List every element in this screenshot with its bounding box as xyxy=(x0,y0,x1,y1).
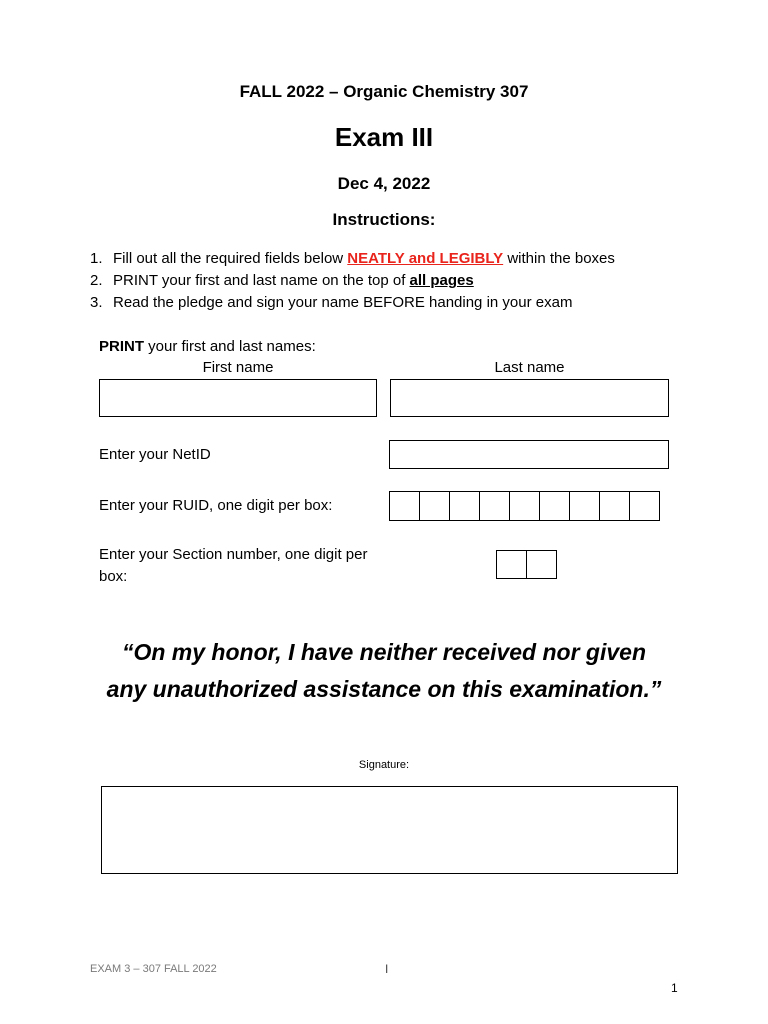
signature-field[interactable] xyxy=(101,786,678,874)
ruid-digit-box[interactable] xyxy=(479,491,510,521)
instruction-emphasis: all pages xyxy=(409,272,474,289)
instruction-text: Read the pledge and sign your name BEFORE handing in your exam xyxy=(113,294,573,311)
ruid-digit-box[interactable] xyxy=(539,491,570,521)
instruction-number: 3. xyxy=(90,294,103,311)
ruid-digit-box[interactable] xyxy=(419,491,450,521)
print-bold: PRINT xyxy=(99,338,144,355)
page-number: 1 xyxy=(671,981,678,995)
section-label: Enter your Section number, one digit per box: xyxy=(99,546,368,585)
instruction-item xyxy=(90,248,710,270)
footer-text: EXAM 3 – 307 FALL 2022 xyxy=(90,963,217,975)
first-name-field[interactable] xyxy=(99,379,377,417)
text-cursor-icon: I xyxy=(385,962,389,976)
exam-title: Exam III xyxy=(334,122,434,152)
last-name-field[interactable] xyxy=(390,379,669,417)
netid-field[interactable] xyxy=(389,440,669,469)
ruid-digit-box[interactable] xyxy=(509,491,540,521)
ruid-digit-box[interactable] xyxy=(449,491,480,521)
section-digit-box[interactable] xyxy=(526,550,557,579)
ruid-digit-box[interactable] xyxy=(389,491,420,521)
instruction-item xyxy=(90,270,710,292)
honor-pledge-line: “On my honor, I have neither received nor given xyxy=(121,639,647,665)
honor-pledge xyxy=(0,634,768,708)
instruction-text-end: within the boxes xyxy=(503,250,615,267)
ruid-digit-box[interactable] xyxy=(629,491,660,521)
instruction-text: Fill out all the required fields below xyxy=(113,250,348,267)
ruid-digit-box[interactable] xyxy=(599,491,630,521)
exam-date: Dec 4, 2022 xyxy=(337,174,431,193)
section-digit-boxes xyxy=(496,550,557,579)
first-name-label: First name xyxy=(202,359,274,376)
instruction-number: 2. xyxy=(90,272,103,289)
section-digit-box[interactable] xyxy=(496,550,527,579)
instructions-heading: Instructions: xyxy=(332,210,436,229)
ruid-digit-boxes xyxy=(389,491,660,521)
last-name-label: Last name xyxy=(494,359,565,376)
signature-label: Signature: xyxy=(358,759,410,771)
course-title: FALL 2022 – Organic Chemistry 307 xyxy=(239,82,529,101)
print-rest: your first and last names: xyxy=(144,338,316,355)
instruction-item xyxy=(90,292,710,314)
instructions-list xyxy=(90,248,710,314)
honor-pledge-line: any unauthorized assistance on this examination.” xyxy=(106,676,662,702)
instruction-text: PRINT your first and last name on the top of xyxy=(113,272,410,289)
netid-label: Enter your NetID xyxy=(99,446,211,463)
ruid-digit-box[interactable] xyxy=(569,491,600,521)
instruction-emphasis: NEATLY and LEGIBLY xyxy=(347,250,504,267)
print-names-label xyxy=(99,338,316,355)
instruction-number: 1. xyxy=(90,250,103,267)
ruid-label: Enter your RUID, one digit per box: xyxy=(99,497,333,514)
